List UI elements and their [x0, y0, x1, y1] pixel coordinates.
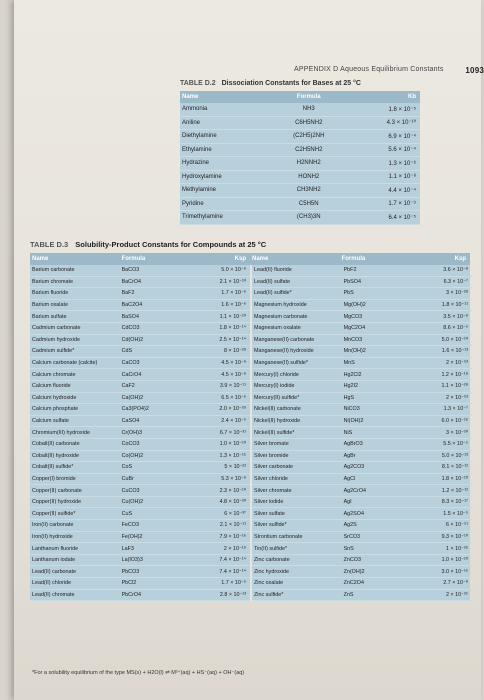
cell-formula: CaCrO4 [121, 371, 142, 378]
cell-constant: 3.6 × 10⁻⁸ [443, 267, 468, 274]
cell-formula: CuS [121, 510, 133, 517]
cell-constant: 2.4 × 10⁻⁵ [221, 418, 246, 425]
table-d3-left-column [30, 265, 250, 601]
table-row [30, 474, 250, 486]
cell-formula: PbCrO4 [121, 591, 142, 598]
table-row [30, 358, 250, 370]
cell-name: Strontium carbonate [254, 533, 303, 540]
cell-formula: CH3NH2 [296, 187, 321, 194]
cell-formula: C2H5NH2 [295, 146, 323, 153]
cell-constant: 3.0 × 10⁻¹⁶ [441, 568, 468, 575]
cell-name: Pyridine [182, 200, 204, 207]
cell-name: Cadmium carbonate [32, 325, 81, 332]
cell-formula: AgBr [343, 452, 356, 459]
table-d2-header [180, 91, 420, 103]
cell-name: Barium chromate [32, 278, 74, 285]
cell-constant: 6.5 × 10⁻⁶ [221, 394, 246, 401]
header-name-left: Name [32, 256, 49, 262]
cell-formula: ZnS [343, 591, 354, 598]
cell-constant: 1.3 × 10⁻⁶ [388, 160, 416, 167]
cell-formula: NiS [343, 429, 353, 436]
cell-constant: 1.0 × 10⁻¹⁰ [219, 441, 246, 448]
table-row [30, 369, 250, 381]
cell-constant: 2.1 × 10⁻¹¹ [219, 522, 246, 529]
cell-name: Silver chromate [254, 487, 292, 494]
running-head [294, 66, 484, 75]
cell-constant: 8 × 10⁻²⁸ [223, 348, 246, 355]
table-row [252, 497, 472, 509]
cell-constant: 2 × 10⁻⁵³ [445, 360, 468, 367]
cell-constant: 2.1 × 10⁻¹⁰ [219, 278, 246, 285]
table-row [30, 427, 250, 439]
table-footnote: *For a solubility equilibrium of the type MS(s) + H2O(l) ⇌ M²⁺(aq) + HS⁻(aq) + OH⁻(aq) [32, 670, 245, 676]
cell-name: Calcium hydroxide [32, 394, 77, 401]
cell-formula: ZnC2O4 [343, 580, 364, 587]
table-row [252, 543, 472, 555]
table-row [252, 381, 472, 393]
table-d2 [180, 80, 420, 230]
cell-constant: 1.7 × 10⁻⁶ [221, 290, 246, 297]
cell-formula: Ni(OH)2 [343, 418, 364, 425]
cell-formula: CdS [121, 348, 133, 355]
cell-constant: 9.3 × 10⁻¹⁰ [441, 533, 468, 540]
cell-constant: 6.0 × 10⁻¹⁶ [441, 418, 468, 425]
cell-constant: 4.3 × 10⁻¹⁰ [386, 120, 416, 127]
cell-constant: 1.2 × 10⁻¹² [441, 487, 468, 494]
cell-constant: 5.0 × 10⁻¹³ [441, 452, 468, 459]
table-d3 [30, 240, 470, 601]
cell-formula: BaCrO4 [121, 278, 142, 285]
cell-name: Ethylamine [182, 146, 212, 153]
table-row [30, 578, 250, 590]
cell-formula: BaSO4 [121, 313, 139, 320]
table-d3-label: TABLE D.3 [30, 240, 69, 249]
table-row [252, 277, 472, 289]
cell-constant: 2 × 10⁻⁵³ [445, 394, 468, 401]
cell-name: Methylamine [182, 187, 217, 194]
cell-constant: 7.9 × 10⁻¹⁶ [219, 533, 246, 540]
table-row [180, 184, 420, 198]
cell-name: Copper(II) sulfide* [32, 510, 76, 517]
cell-name: Chromium(III) hydroxide [32, 429, 90, 436]
cell-constant: 1.8 × 10⁻¹¹ [441, 302, 468, 309]
cell-constant: 6.7 × 10⁻³¹ [219, 429, 246, 436]
cell-formula: ZnCO3 [343, 557, 361, 564]
table-row [252, 393, 472, 405]
table-d2-caption [180, 80, 420, 87]
table-row [30, 346, 250, 358]
cell-name: Copper(II) carbonate [32, 487, 82, 494]
cell-name: Barium oxalate [32, 302, 68, 309]
cell-name: Silver iodide [254, 499, 284, 506]
cell-constant: 5.0 × 10⁻⁹ [221, 267, 246, 274]
cell-formula: CaF2 [121, 383, 135, 390]
table-row [252, 462, 472, 474]
table-row [252, 404, 472, 416]
header-name: Name [182, 94, 199, 100]
cell-name: Silver sulfate [254, 510, 285, 517]
table-row [180, 144, 420, 158]
table-d2-label: TABLE D.2 [180, 80, 216, 87]
cell-formula: NH3 [302, 106, 315, 113]
cell-constant: 1.3 × 10⁻¹⁵ [219, 452, 246, 459]
cell-name: Diethylamine [182, 133, 217, 140]
cell-name: Calcium carbonate (calcite) [32, 360, 98, 367]
table-row [252, 590, 472, 602]
cell-formula: Ca3(PO4)2 [121, 406, 149, 413]
table-row [180, 157, 420, 171]
cell-formula: Mg(OH)2 [343, 302, 366, 309]
cell-formula: Mn(OH)2 [343, 348, 366, 355]
table-row [252, 323, 472, 335]
cell-name: Magnesium hydroxide [254, 302, 307, 309]
table-row [252, 288, 472, 300]
cell-name: Lead(II) chloride [32, 580, 71, 587]
cell-constant: 1 × 10⁻²⁶ [446, 545, 468, 552]
cell-constant: 2.3 × 10⁻¹⁰ [219, 487, 246, 494]
cell-name: Ammonia [182, 106, 208, 113]
header-ksp-left: Ksp [234, 256, 246, 262]
table-row [180, 198, 420, 212]
cell-name: Iron(II) carbonate [32, 522, 74, 529]
cell-formula: PbS [343, 290, 354, 297]
cell-formula: CuCO3 [121, 487, 140, 494]
cell-constant: 2.5 × 10⁻¹⁴ [219, 336, 246, 343]
table-row [180, 117, 420, 131]
cell-formula: SnS [343, 545, 354, 552]
cell-name: Zinc hydroxide [254, 568, 290, 575]
cell-constant: 1.6 × 10⁻⁶ [221, 302, 246, 309]
table-row [30, 311, 250, 323]
cell-name: Manganese(II) sulfide* [254, 360, 308, 367]
cell-name: Mercury(II) sulfide* [254, 394, 300, 401]
header-name-right: Name [252, 256, 269, 262]
table-row [30, 323, 250, 335]
cell-constant: 1.1 × 10⁻²⁸ [441, 383, 468, 390]
cell-name: Nickel(II) carbonate [254, 406, 301, 413]
table-row [180, 130, 420, 144]
cell-name: Calcium sulfate [32, 418, 69, 425]
cell-name: Calcium fluoride [32, 383, 71, 390]
cell-formula: BaCO3 [121, 267, 140, 274]
cell-formula: (CH3)3N [296, 214, 321, 221]
table-d3-title: Solubility-Product Constants for Compounds at 25 °C [75, 240, 267, 249]
cell-formula: AgCl [343, 475, 356, 482]
table-d2-title: Dissociation Constants for Bases at 25 °C [221, 80, 361, 87]
cell-formula: CaSO4 [121, 418, 140, 425]
cell-name: Manganese(II) hydroxide [254, 348, 314, 355]
cell-constant: 5.3 × 10⁻⁹ [221, 475, 246, 482]
table-row [30, 288, 250, 300]
cell-constant: 1.1 × 10⁻¹⁰ [219, 313, 246, 320]
cell-formula: Cu(OH)2 [121, 499, 144, 506]
cell-constant: 2 × 10⁻²⁵ [445, 591, 468, 598]
cell-formula: Ca(OH)2 [121, 394, 144, 401]
cell-constant: 6.4 × 10⁻⁵ [388, 214, 416, 221]
cell-name: Barium carbonate [32, 267, 75, 274]
cell-name: Cobalt(II) sulfide* [32, 464, 74, 471]
cell-constant: 2 × 10⁻¹⁹ [223, 545, 246, 552]
cell-constant: 3.9 × 10⁻¹¹ [219, 383, 246, 390]
cell-name: Lead(II) chromate [32, 591, 75, 598]
cell-formula: CuBr [121, 475, 134, 482]
cell-formula: NiCO3 [343, 406, 360, 413]
cell-name: Lanthanum fluoride [32, 545, 79, 552]
cell-formula: H2NNH2 [296, 160, 321, 167]
cell-name: Hydrazine [182, 160, 210, 167]
table-d3-right-column [250, 265, 472, 601]
cell-constant: 1.8 × 10⁻⁵ [388, 106, 416, 113]
cell-name: Mercury(I) iodide [254, 383, 295, 390]
header-ksp-right: Ksp [454, 256, 466, 262]
cell-formula: CoCO3 [121, 441, 140, 448]
table-row [252, 311, 472, 323]
table-row [252, 566, 472, 578]
table-row [252, 369, 472, 381]
header-formula-left: Formula [121, 256, 146, 262]
cell-formula: LaF3 [121, 545, 134, 552]
cell-constant: 5.6 × 10⁻⁴ [388, 147, 416, 154]
cell-formula: Cd(OH)2 [121, 336, 144, 343]
cell-constant: 2.7 × 10⁻⁸ [443, 580, 468, 587]
table-d3-caption [30, 240, 470, 249]
cell-formula: AgBrO3 [343, 441, 363, 448]
cell-name: Barium sulfate [32, 313, 67, 320]
cell-formula: CoS [121, 464, 133, 471]
header-kb: Kb [408, 94, 416, 100]
cell-constant: 5.0 × 10⁻¹⁰ [441, 336, 468, 343]
table-row [30, 265, 250, 277]
table-row [252, 358, 472, 370]
cell-constant: 6.9 × 10⁻⁴ [388, 133, 416, 140]
cell-name: Hydroxylamine [182, 173, 222, 180]
header-formula: Formula [296, 94, 321, 100]
table-row [30, 485, 250, 497]
cell-formula: Fe(OH)2 [121, 533, 143, 540]
cell-constant: 3 × 10⁻²⁰ [446, 429, 468, 436]
cell-constant: 1.3 × 10⁻⁷ [443, 406, 468, 413]
cell-formula: SrCO3 [343, 533, 361, 540]
cell-formula: Hg2Cl2 [343, 371, 362, 378]
cell-formula: MnS [343, 360, 355, 367]
cell-formula: FeCO3 [121, 522, 139, 529]
cell-constant: 8.6 × 10⁻⁵ [443, 325, 468, 332]
cell-name: Lead(II) carbonate [32, 568, 77, 575]
table-row [252, 508, 472, 520]
table-row [252, 439, 472, 451]
table-row [30, 543, 250, 555]
cell-formula: MgCO3 [343, 313, 363, 320]
cell-formula: Ag2CO3 [343, 464, 365, 471]
cell-formula: HgS [343, 394, 355, 401]
table-row [180, 103, 420, 117]
cell-name: Calcium chromate [32, 371, 76, 378]
cell-constant: 8.1 × 10⁻¹² [441, 464, 468, 471]
cell-name: Mercury(I) chloride [254, 371, 299, 378]
table-row [30, 416, 250, 428]
header-formula-right: Formula [341, 256, 366, 262]
cell-constant: 6.3 × 10⁻⁷ [443, 278, 468, 285]
table-row [252, 335, 472, 347]
cell-name: Aniline [182, 119, 201, 126]
cell-constant: 5 × 10⁻²² [224, 464, 246, 471]
cell-name: Lead(II) fluoride [254, 267, 292, 274]
cell-formula: (C2H5)2NH [293, 133, 325, 140]
cell-name: Copper(I) bromide [32, 475, 76, 482]
cell-name: Barium fluoride [32, 290, 69, 297]
table-row [252, 485, 472, 497]
table-row [252, 474, 472, 486]
cell-name: Zinc carbonate [254, 557, 290, 564]
cell-name: Iron(II) hydroxide [32, 533, 73, 540]
cell-constant: 8.3 × 10⁻¹⁷ [441, 499, 468, 506]
cell-name: Trimethylamine [182, 214, 223, 221]
cell-constant: 1.7 × 10⁻⁵ [221, 580, 246, 587]
table-row [252, 300, 472, 312]
cell-constant: 4.8 × 10⁻²⁰ [219, 499, 246, 506]
cell-constant: 5.5 × 10⁻⁵ [443, 441, 468, 448]
table-row [30, 277, 250, 289]
table-row [30, 404, 250, 416]
table-row [30, 590, 250, 602]
cell-formula: C5H5N [298, 200, 319, 207]
cell-constant: 1.7 × 10⁻⁹ [388, 201, 416, 208]
cell-name: Calcium phosphate [32, 406, 79, 413]
cell-formula: CaCO3 [121, 360, 140, 367]
table-row [30, 555, 250, 567]
cell-formula: HONH2 [298, 173, 320, 180]
cell-formula: La(IO3)3 [121, 557, 143, 564]
cell-formula: CdCO3 [121, 325, 140, 332]
cell-constant: 3 × 10⁻²⁸ [445, 290, 468, 297]
cell-formula: BaC2O4 [121, 302, 143, 309]
cell-formula: PbCl2 [121, 580, 137, 587]
cell-formula: AgI [343, 499, 352, 506]
cell-constant: 4.5 × 10⁻⁹ [221, 371, 246, 378]
cell-constant: 1.2 × 10⁻¹⁸ [441, 371, 468, 378]
cell-formula: C6H5NH2 [295, 119, 323, 126]
table-row [30, 300, 250, 312]
cell-formula: Cr(OH)3 [121, 429, 142, 436]
cell-name: Cobalt(II) hydroxide [32, 452, 80, 459]
table-row [252, 451, 472, 463]
cell-constant: 7.4 × 10⁻¹⁴ [219, 557, 246, 564]
cell-name: Nickel(II) hydroxide [254, 418, 301, 425]
cell-name: Silver sulfide* [254, 522, 287, 529]
cell-name: Silver bromate [254, 441, 289, 448]
cell-formula: MgC2O4 [343, 325, 366, 332]
cell-name: Zinc oxalate [254, 580, 284, 587]
cell-constant: 6 × 10⁻³⁷ [224, 510, 246, 517]
cell-constant: 7.4 × 10⁻¹⁴ [219, 568, 246, 575]
table-row [252, 555, 472, 567]
table-row [30, 497, 250, 509]
cell-constant: 1.6 × 10⁻¹³ [441, 348, 468, 355]
table-row [30, 520, 250, 532]
cell-formula: PbCO3 [121, 568, 140, 575]
table-row [252, 346, 472, 358]
cell-name: Lead(II) sulfide* [254, 290, 292, 297]
table-d2-body [180, 103, 420, 225]
table-row [30, 508, 250, 520]
table-row [30, 439, 250, 451]
cell-name: Magnesium carbonate [254, 313, 308, 320]
table-d3-body [30, 265, 470, 601]
table-row [30, 451, 250, 463]
table-row [252, 532, 472, 544]
cell-name: Lead(II) sulfate [254, 278, 290, 285]
table-row [30, 462, 250, 474]
table-row [252, 520, 472, 532]
cell-constant: 1.1 × 10⁻⁸ [388, 174, 416, 181]
cell-formula: Hg2I2 [343, 383, 358, 390]
cell-name: Manganese(II) carbonate [254, 336, 315, 343]
table-row [30, 566, 250, 578]
table-row [252, 427, 472, 439]
table-row [252, 265, 472, 277]
cell-formula: Ag2S [343, 522, 357, 529]
cell-formula: Zn(OH)2 [343, 568, 365, 575]
cell-formula: MnCO3 [343, 336, 363, 343]
cell-constant: 1.0 × 10⁻¹⁰ [441, 557, 468, 564]
running-head-text: APPENDIX D Aqueous Equilibrium Constants [294, 66, 444, 73]
table-d3-header [30, 253, 470, 265]
cell-constant: 3.5 × 10⁻⁸ [443, 313, 468, 320]
cell-constant: 2.0 × 10⁻²⁹ [219, 406, 246, 413]
table-row [180, 171, 420, 185]
cell-name: Cadmium sulfide* [32, 348, 75, 355]
cell-name: Cadmium hydroxide [32, 336, 80, 343]
table-row [252, 416, 472, 428]
cell-formula: BaF2 [121, 290, 135, 297]
cell-constant: 6 × 10⁻⁵¹ [445, 522, 468, 529]
cell-formula: Ag2CrO4 [343, 487, 367, 494]
cell-formula: PbSO4 [343, 278, 361, 285]
table-row [252, 578, 472, 590]
cell-formula: Co(OH)2 [121, 452, 144, 459]
cell-constant: 4.5 × 10⁻⁹ [221, 360, 246, 367]
cell-name: Lanthanum iodate [32, 557, 76, 564]
cell-constant: 1.8 × 10⁻¹⁰ [441, 475, 468, 482]
table-row [30, 335, 250, 347]
cell-constant: 1.8 × 10⁻¹⁴ [219, 325, 246, 332]
cell-name: Zinc sulfide* [254, 591, 284, 598]
cell-name: Magnesium oxalate [254, 325, 301, 332]
cell-name: Copper(II) hydroxide [32, 499, 82, 506]
cell-constant: 4.4 × 10⁻⁴ [388, 187, 416, 194]
table-row [30, 393, 250, 405]
cell-name: Nickel(II) sulfide* [254, 429, 295, 436]
cell-constant: 2.8 × 10⁻¹³ [219, 591, 246, 598]
table-row [30, 381, 250, 393]
page-number: 1093 [465, 66, 484, 75]
table-row [180, 211, 420, 225]
cell-name: Silver chloride [254, 475, 288, 482]
table-row [30, 532, 250, 544]
cell-name: Silver bromide [254, 452, 289, 459]
cell-formula: PbF2 [343, 267, 357, 274]
cell-formula: Ag2SO4 [343, 510, 364, 517]
cell-name: Cobalt(II) carbonate [32, 441, 80, 448]
cell-name: Tin(II) sulfide* [254, 545, 288, 552]
cell-constant: 1.5 × 10⁻⁵ [443, 510, 468, 517]
cell-name: Silver carbonate [254, 464, 293, 471]
